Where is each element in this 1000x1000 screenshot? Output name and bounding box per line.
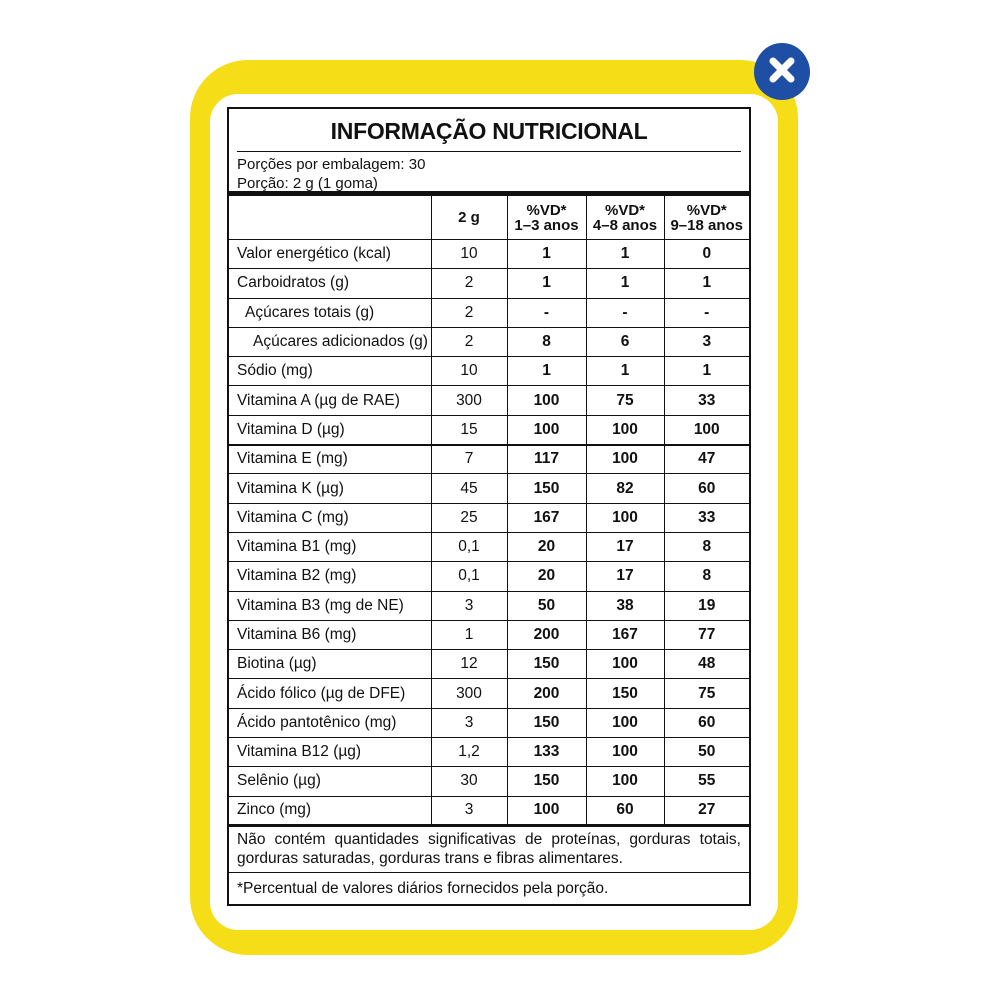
nutrient-name: Vitamina A (µg de RAE) [229,386,431,415]
table-row [229,503,749,532]
vd-4-8-anos: 167 [586,620,664,649]
nutrient-name: Ácido fólico (µg de DFE) [229,679,431,708]
amount-per-serving: 300 [431,386,507,415]
vd-4-8-anos: 100 [586,445,664,474]
table-row [229,269,749,298]
table-row [229,738,749,767]
amount-per-serving: 7 [431,445,507,474]
nutrient-name: Valor energético (kcal) [229,240,431,269]
vd-4-8-anos: 75 [586,386,664,415]
vd-1-3-anos: 100 [507,386,586,415]
vd-9-18-anos: 77 [664,620,749,649]
nutrient-name: Vitamina E (mg) [229,445,431,474]
amount-per-serving: 300 [431,679,507,708]
nutrient-name: Açúcares adicionados (g) [229,327,431,356]
vd-9-18-anos: 47 [664,445,749,474]
nutrient-name: Vitamina C (mg) [229,503,431,532]
vd-1-3-anos: 1 [507,357,586,386]
vd-9-18-anos: 75 [664,679,749,708]
servings-per-package: Porções por embalagem: 30 [237,156,426,173]
amount-per-serving: 12 [431,650,507,679]
table-row [229,474,749,503]
vd-9-18-anos: 60 [664,474,749,503]
vd-9-18-anos: 8 [664,532,749,561]
table-row [229,298,749,327]
vd-1-3-anos: 167 [507,503,586,532]
vd-4-8-anos: 100 [586,415,664,444]
vd-1-3-anos: 8 [507,327,586,356]
vd-9-18-anos: 27 [664,796,749,825]
vd-4-8-anos: 100 [586,503,664,532]
table-row [229,532,749,561]
vd-1-3-anos: 100 [507,796,586,825]
vd-9-18-anos: 60 [664,708,749,737]
vd-1-3-anos: 150 [507,650,586,679]
vd-1-3-anos: 1 [507,269,586,298]
vd-4-8-anos: 82 [586,474,664,503]
vd-4-8-anos: 100 [586,738,664,767]
vd-9-18-anos: 55 [664,767,749,796]
amount-per-serving: 1,2 [431,738,507,767]
amount-per-serving: 0,1 [431,562,507,591]
vd-1-3-anos: 100 [507,415,586,444]
vd-4-8-anos: - [586,298,664,327]
vd-9-18-anos: 48 [664,650,749,679]
vd-4-8-anos: 17 [586,562,664,591]
nutrient-name: Vitamina K (µg) [229,474,431,503]
vd-4-8-anos: 60 [586,796,664,825]
amount-per-serving: 10 [431,240,507,269]
table-row [229,357,749,386]
vd-4-8-anos: 1 [586,357,664,386]
vd-4-8-anos: 1 [586,240,664,269]
vd-9-18-anos: - [664,298,749,327]
amount-per-serving: 10 [431,357,507,386]
vd-1-3-anos: 133 [507,738,586,767]
vd-1-3-anos: 200 [507,679,586,708]
vd-1-3-anos: 50 [507,591,586,620]
vd-9-18-anos: 8 [664,562,749,591]
nutrition-table [229,195,749,827]
vd-9-18-anos: 33 [664,503,749,532]
amount-per-serving: 1 [431,620,507,649]
close-button[interactable] [754,44,810,100]
vd-1-3-anos: 150 [507,767,586,796]
nutrition-facts-label [227,107,751,906]
vd-9-18-anos: 19 [664,591,749,620]
table-row [229,386,749,415]
vd-9-18-anos: 1 [664,357,749,386]
nutrient-name: Zinco (mg) [229,796,431,825]
vd-1-3-anos: - [507,298,586,327]
nutrient-name: Selênio (µg) [229,767,431,796]
vd-9-18-anos: 0 [664,240,749,269]
table-row [229,591,749,620]
nutrient-name: Vitamina D (µg) [229,415,431,444]
note-insignificant: Não contém quantidades significativas de proteínas, gorduras totais, gorduras saturadas, gorduras trans e fibras alimentares. [229,827,749,873]
nutrient-name: Vitamina B1 (mg) [229,532,431,561]
amount-per-serving: 3 [431,708,507,737]
table-row [229,240,749,269]
amount-per-serving: 3 [431,796,507,825]
vd-9-18-anos: 1 [664,269,749,298]
label-title: INFORMAÇÃO NUTRICIONAL [237,109,741,152]
header-vd-9-18: %VD* 9–18 anos [664,196,749,240]
vd-4-8-anos: 6 [586,327,664,356]
table-row [229,708,749,737]
header-nutrient [229,196,431,240]
table-header-row [229,196,749,240]
vd-4-8-anos: 100 [586,708,664,737]
vd-1-3-anos: 20 [507,532,586,561]
table-row [229,327,749,356]
note-percent-daily: *Percentual de valores diários fornecidos pela porção. [237,879,609,897]
vd-4-8-anos: 100 [586,767,664,796]
nutrient-name: Vitamina B3 (mg de NE) [229,591,431,620]
vd-4-8-anos: 38 [586,591,664,620]
vd-1-3-anos: 150 [507,708,586,737]
header-vd-1-3: %VD* 1–3 anos [507,196,586,240]
vd-4-8-anos: 150 [586,679,664,708]
table-row [229,796,749,825]
nutrient-name: Sódio (mg) [229,357,431,386]
amount-per-serving: 2 [431,298,507,327]
table-row [229,562,749,591]
close-x-icon [754,42,810,103]
header-vd-4-8: %VD* 4–8 anos [586,196,664,240]
vd-1-3-anos: 20 [507,562,586,591]
table-row [229,767,749,796]
vd-4-8-anos: 17 [586,532,664,561]
nutrient-name: Ácido pantotênico (mg) [229,708,431,737]
nutrient-name: Biotina (µg) [229,650,431,679]
amount-per-serving: 0,1 [431,532,507,561]
vd-9-18-anos: 33 [664,386,749,415]
table-row [229,415,749,444]
portion-info [229,152,749,195]
header-amount: 2 g [431,196,507,240]
table-row [229,650,749,679]
vd-9-18-anos: 50 [664,738,749,767]
vd-9-18-anos: 3 [664,327,749,356]
vd-4-8-anos: 100 [586,650,664,679]
amount-per-serving: 3 [431,591,507,620]
vd-9-18-anos: 100 [664,415,749,444]
amount-per-serving: 30 [431,767,507,796]
vd-1-3-anos: 200 [507,620,586,649]
table-row [229,679,749,708]
nutrient-name: Vitamina B12 (µg) [229,738,431,767]
amount-per-serving: 15 [431,415,507,444]
amount-per-serving: 25 [431,503,507,532]
amount-per-serving: 2 [431,327,507,356]
nutrient-name: Açúcares totais (g) [229,298,431,327]
serving-size: Porção: 2 g (1 goma) [237,175,378,192]
table-row [229,620,749,649]
table-row [229,445,749,474]
vd-1-3-anos: 150 [507,474,586,503]
nutrient-name: Carboidratos (g) [229,269,431,298]
amount-per-serving: 2 [431,269,507,298]
nutrient-name: Vitamina B6 (mg) [229,620,431,649]
nutrient-name: Vitamina B2 (mg) [229,562,431,591]
amount-per-serving: 45 [431,474,507,503]
vd-1-3-anos: 117 [507,445,586,474]
vd-1-3-anos: 1 [507,240,586,269]
vd-4-8-anos: 1 [586,269,664,298]
